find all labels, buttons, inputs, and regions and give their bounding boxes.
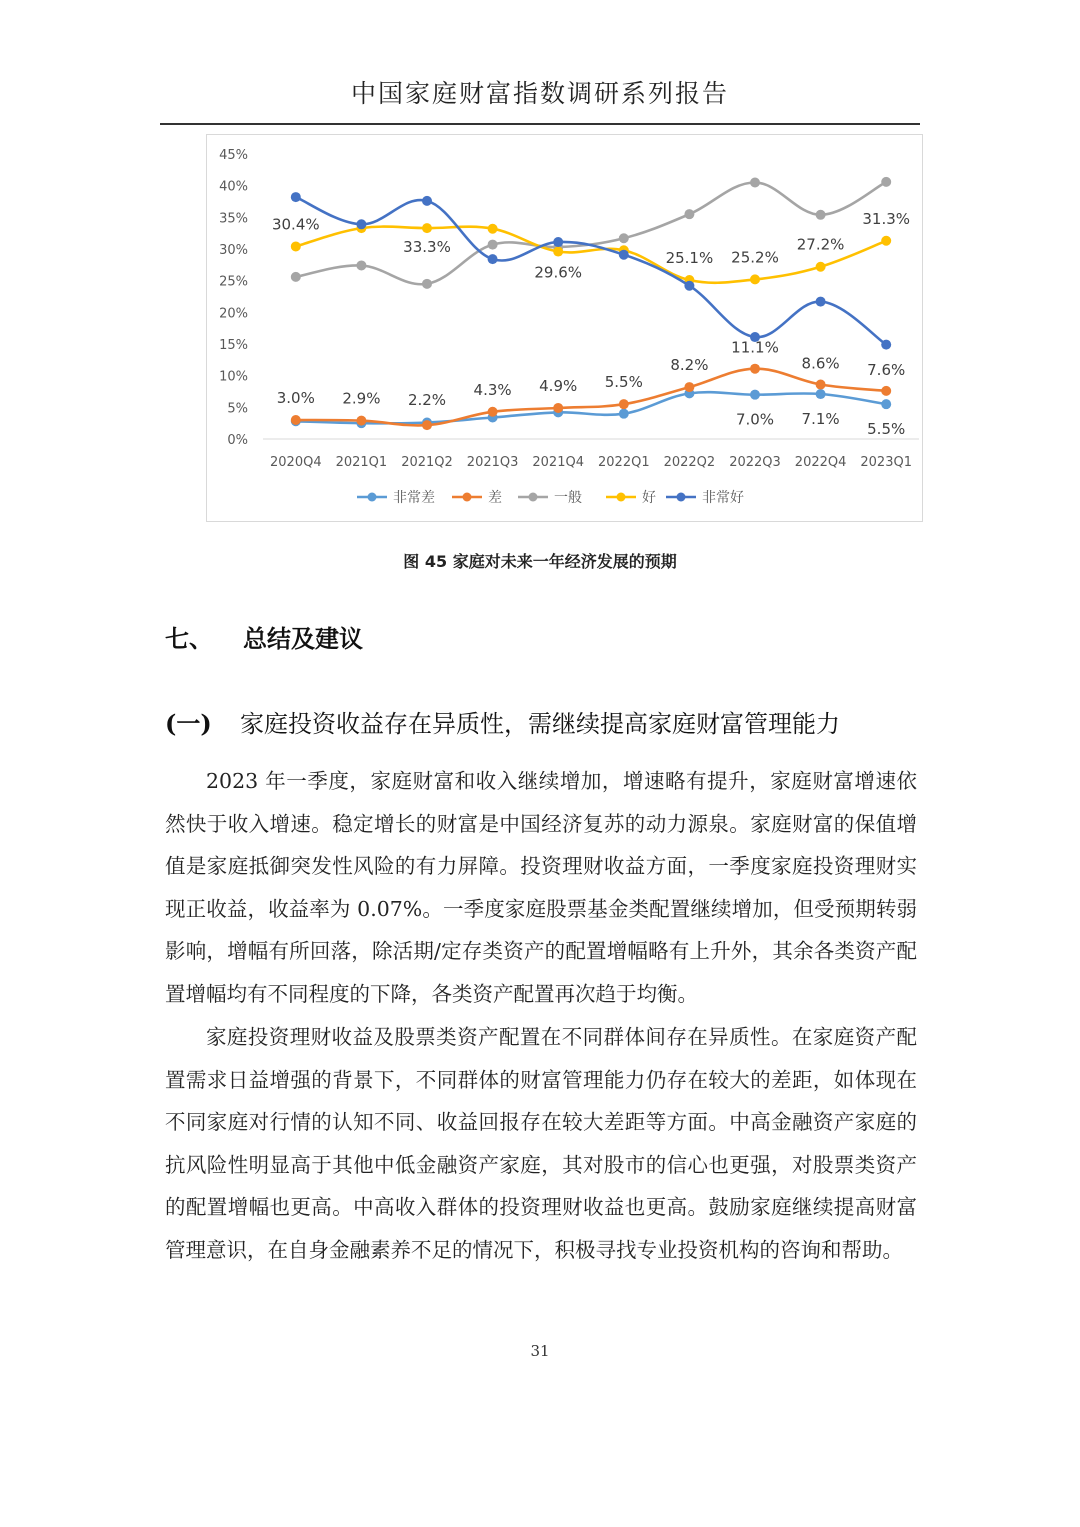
data-point — [553, 237, 563, 247]
data-point — [356, 219, 366, 229]
data-label: 29.6% — [534, 263, 583, 282]
data-point — [881, 236, 891, 246]
data-point — [553, 403, 563, 413]
data-point — [750, 390, 760, 400]
data-label: 25.1% — [665, 249, 714, 268]
subsection-number: (一) — [165, 709, 212, 738]
x-tick-label: 2022Q1 — [598, 455, 650, 470]
data-point — [291, 272, 301, 282]
chart-container — [206, 134, 923, 522]
data-label: 5.5% — [867, 420, 906, 439]
line-chart — [207, 135, 924, 523]
x-tick-label: 2021Q2 — [401, 455, 453, 470]
data-point — [750, 364, 760, 374]
data-label: 7.6% — [867, 360, 906, 379]
data-point — [422, 223, 432, 233]
legend-swatch-marker — [368, 493, 377, 502]
data-label: 11.1% — [731, 338, 779, 357]
y-tick-label: 15% — [219, 338, 248, 353]
data-point — [881, 177, 891, 187]
y-tick-label: 5% — [227, 401, 248, 417]
data-point — [488, 224, 498, 234]
data-label: 30.4% — [271, 215, 320, 234]
data-label: 31.3% — [862, 209, 911, 228]
data-point — [816, 210, 826, 220]
data-point — [356, 416, 366, 426]
y-tick-label: 30% — [219, 243, 248, 258]
y-tick-label: 45% — [219, 148, 248, 163]
y-tick-label: 20% — [219, 306, 248, 322]
section-heading — [165, 619, 363, 654]
data-label: 33.3% — [403, 238, 451, 257]
subsection-title: 家庭投资收益存在异质性，需继续提高家庭财富管理能力 — [240, 710, 840, 738]
data-point — [619, 233, 629, 243]
data-point — [684, 382, 694, 392]
data-point — [881, 386, 891, 396]
data-point — [422, 420, 432, 430]
data-point — [356, 260, 366, 270]
data-label: 8.6% — [801, 354, 840, 373]
series-line — [296, 369, 886, 429]
page-number: 31 — [530, 1342, 550, 1360]
data-point — [619, 409, 629, 419]
data-point — [291, 241, 301, 251]
data-point — [684, 281, 694, 291]
data-label: 4.3% — [473, 380, 512, 399]
legend-swatch-marker — [677, 493, 686, 502]
data-point — [750, 274, 760, 284]
section-title: 总结及建议 — [243, 625, 363, 653]
data-label: 4.9% — [539, 376, 578, 395]
data-point — [816, 262, 826, 272]
legend-swatch-marker — [463, 493, 472, 502]
legend-swatch-marker — [529, 493, 538, 502]
data-point — [488, 240, 498, 250]
y-tick-label: 10% — [219, 369, 248, 385]
data-point — [684, 209, 694, 219]
data-point — [488, 254, 498, 264]
data-label: 3.0% — [276, 389, 315, 407]
data-point — [816, 389, 826, 399]
data-point — [619, 250, 629, 260]
data-point — [619, 399, 629, 409]
data-label: 7.1% — [801, 410, 840, 429]
figure-caption: 图 45 家庭对未来一年经济发展的预期 — [403, 552, 677, 571]
data-point — [881, 340, 891, 350]
legend-label: 非常差 — [393, 490, 435, 506]
legend-label: 好 — [642, 490, 656, 506]
x-tick-label: 2022Q4 — [794, 455, 847, 470]
data-point — [422, 279, 432, 289]
x-tick-label: 2020Q4 — [270, 455, 322, 470]
data-point — [881, 399, 891, 409]
x-tick-label: 2023Q1 — [860, 455, 912, 470]
data-label: 5.5% — [604, 373, 643, 392]
y-tick-label: 35% — [219, 211, 248, 227]
data-point — [816, 297, 826, 307]
legend-label: 非常好 — [702, 490, 744, 506]
data-point — [291, 415, 301, 425]
x-tick-label: 2021Q4 — [532, 455, 584, 470]
y-tick-label: 0% — [227, 433, 248, 448]
series-line — [296, 182, 886, 284]
data-label: 8.2% — [670, 356, 709, 375]
x-tick-label: 2021Q1 — [335, 455, 388, 470]
y-tick-label: 40% — [219, 179, 248, 195]
data-point — [422, 196, 432, 206]
data-label: 25.2% — [731, 248, 779, 267]
running-header: 中国家庭财富指数调研系列报告 — [350, 79, 729, 108]
x-tick-label: 2022Q3 — [729, 455, 781, 470]
body-paragraph: 2023 年一季度，家庭财富和收入继续增加，增速略有提升，家庭财富增速依然快于收入增速。稳定增长的财富是中国经济复苏的动力源泉。家庭财富的保值增值是家庭抵御突发性风险的有力屏障。投资理财收益方面，一季度家庭投资理财实现正收益，收益率为 0.07%。一季度家庭股票基金类配置继续增加，但受预期转弱影响，增幅有所回落，除活期/定存类资产的配置增幅略有上升外，其余各类资产配置增幅均有不同程度的下降，各类资产配置再次趋于均衡。 — [165, 769, 917, 1006]
data-label: 7.0% — [735, 410, 775, 429]
header-rule — [160, 123, 920, 125]
data-label: 27.2% — [796, 235, 845, 254]
legend-label: 差 — [488, 490, 502, 506]
legend-swatch-marker — [617, 493, 626, 502]
data-point — [488, 407, 498, 417]
x-tick-label: 2022Q2 — [663, 455, 716, 470]
data-label: 2.9% — [342, 389, 381, 408]
data-point — [291, 192, 301, 202]
y-tick-label: 25% — [219, 274, 248, 290]
legend-label: 一般 — [554, 490, 582, 506]
data-point — [816, 380, 826, 390]
subsection-heading — [165, 704, 840, 739]
data-label: 2.2% — [407, 391, 447, 410]
section-number: 七、 — [165, 625, 213, 653]
data-point — [750, 178, 760, 188]
data-point — [553, 247, 563, 257]
body-paragraph: 家庭投资理财收益及股票类资产配置在不同群体间存在异质性。在家庭资产配置需求日益增强的背景下，不同群体的财富管理能力仍存在较大的差距，如体现在不同家庭对行情的认知不同、收益回报存在较大差距等方面。中高金融资产家庭的抗风险性明显高于其他中低金融资产家庭，其对股市的信心也更强，对股票类资产的配置增幅也更高。中高收入群体的投资理财收益也更高。鼓励家庭继续提高财富管理意识，在自身金融素养不足的情况下，积极寻找专业投资机构的咨询和帮助。 — [165, 1025, 917, 1262]
x-tick-label: 2021Q3 — [466, 455, 519, 470]
